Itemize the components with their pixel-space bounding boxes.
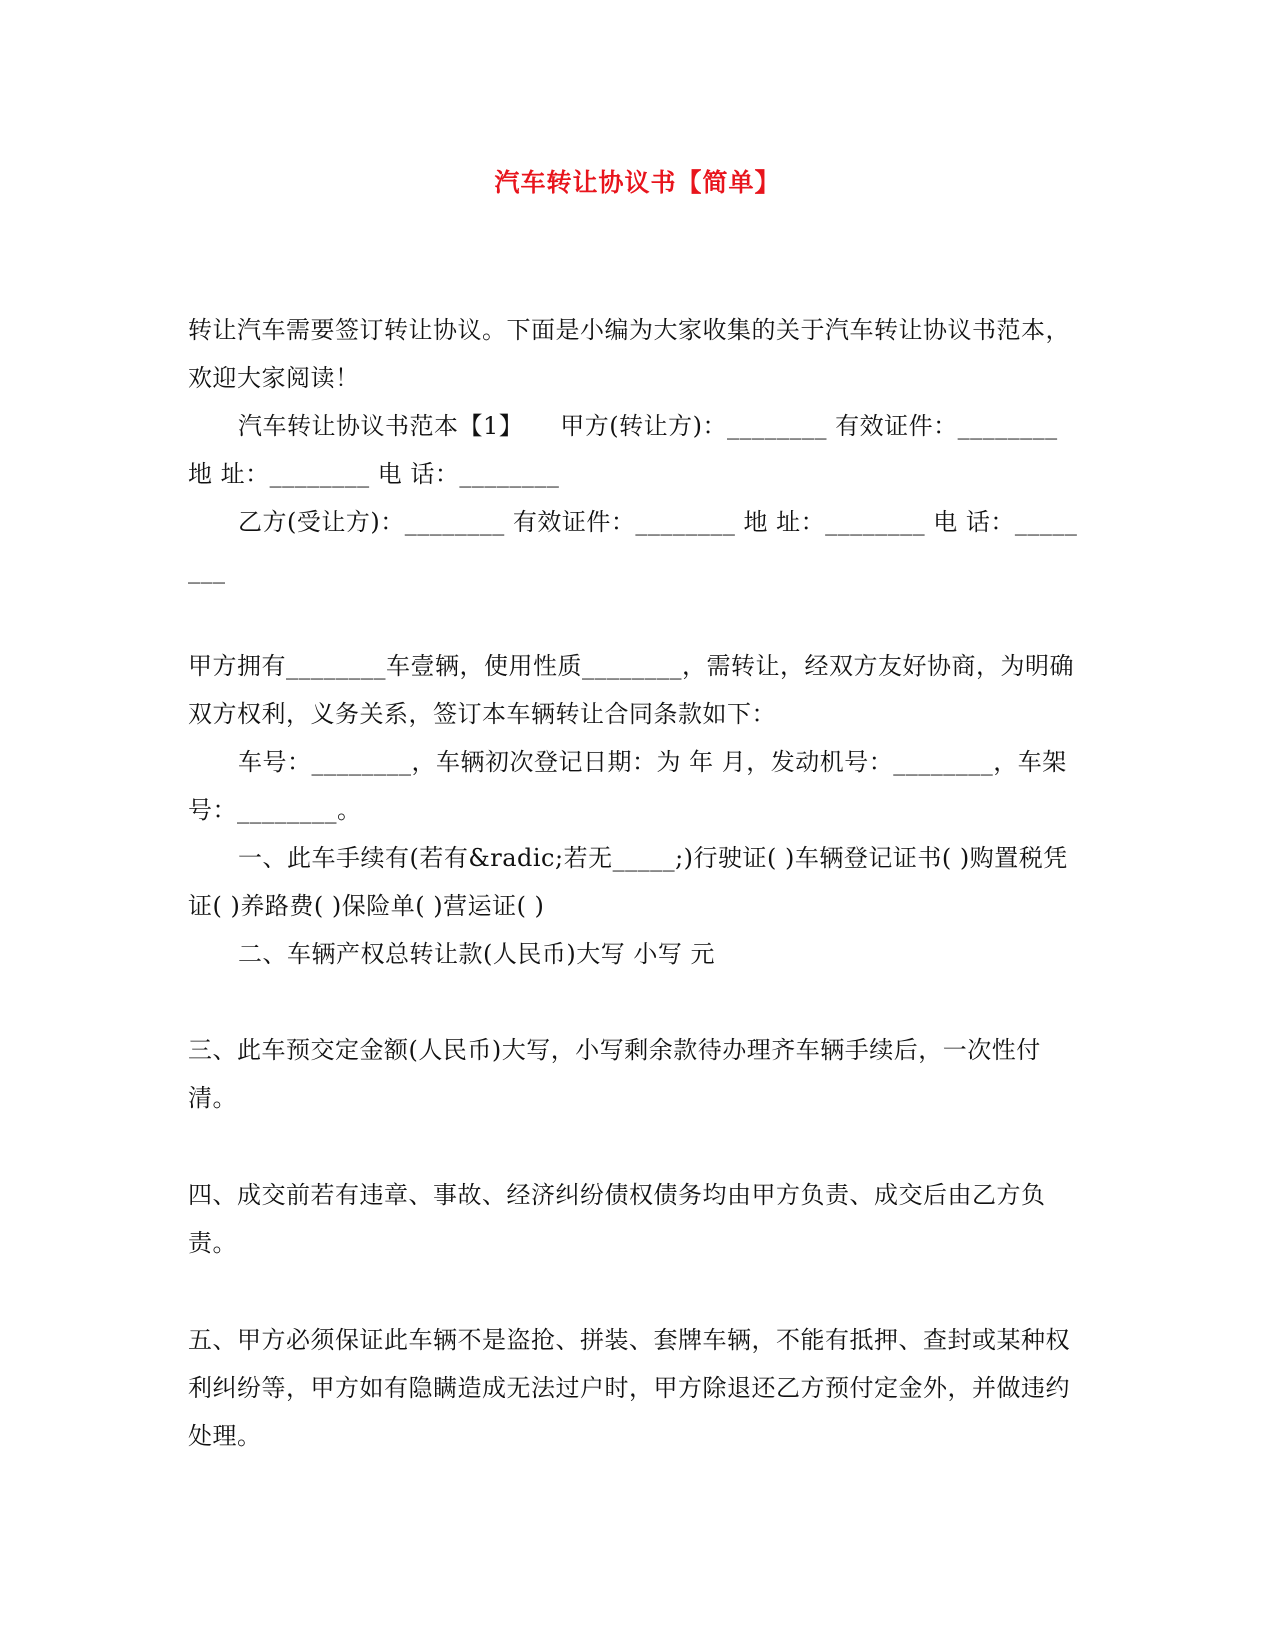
document-title: 汽车转让协议书【简单】 — [494, 168, 781, 197]
clause-5-paragraph: 五、甲方必须保证此车辆不是盗抢、拼装、套牌车辆，不能有抵押、查封或某种权利纠纷等，甲方如有隐瞒造成无法过户时，甲方除退还乙方预付定金外，并做违约处理。 — [188, 1326, 1070, 1450]
vehicle-ownership-paragraph: 甲方拥有________车壹辆，使用性质________，需转让，经双方友好协商，为明确双方权利，义务关系，签订本车辆转让合同条款如下： — [188, 652, 1074, 728]
clause-1-paragraph: 一、此车手续有(若有&radic;若无_____;)行驶证( )车辆登记证书( )购置税凭证( )养路费( )保险单( )营运证( ) — [188, 844, 1068, 920]
clause-3-paragraph: 三、此车预交定金额(人民币)大写，小写剩余款待办理齐车辆手续后，一次性付清。 — [188, 1036, 1041, 1112]
party-b-paragraph: 乙方(受让方)：________ 有效证件：________ 地 址：________ 电 话：________ — [188, 508, 1078, 584]
party-a-paragraph: 汽车转让协议书范本【1】 甲方(转让方)：________ 有效证件：________ 地 址：________ 电 话：________ — [188, 412, 1058, 488]
clause-2-paragraph: 二、车辆产权总转让款(人民币)大写 小写 元 — [238, 940, 715, 968]
vehicle-info-paragraph: 车号：________，车辆初次登记日期：为 年 月，发动机号：________，车架号：________。 — [188, 748, 1067, 824]
clause-4-paragraph: 四、成交前若有违章、事故、经济纠纷债权债务均由甲方负责、成交后由乙方负责。 — [188, 1181, 1046, 1257]
document-body — [188, 306, 1088, 1460]
intro-paragraph: 转让汽车需要签订转让协议。下面是小编为大家收集的关于汽车转让协议书范本，欢迎大家阅读！ — [188, 316, 1070, 392]
